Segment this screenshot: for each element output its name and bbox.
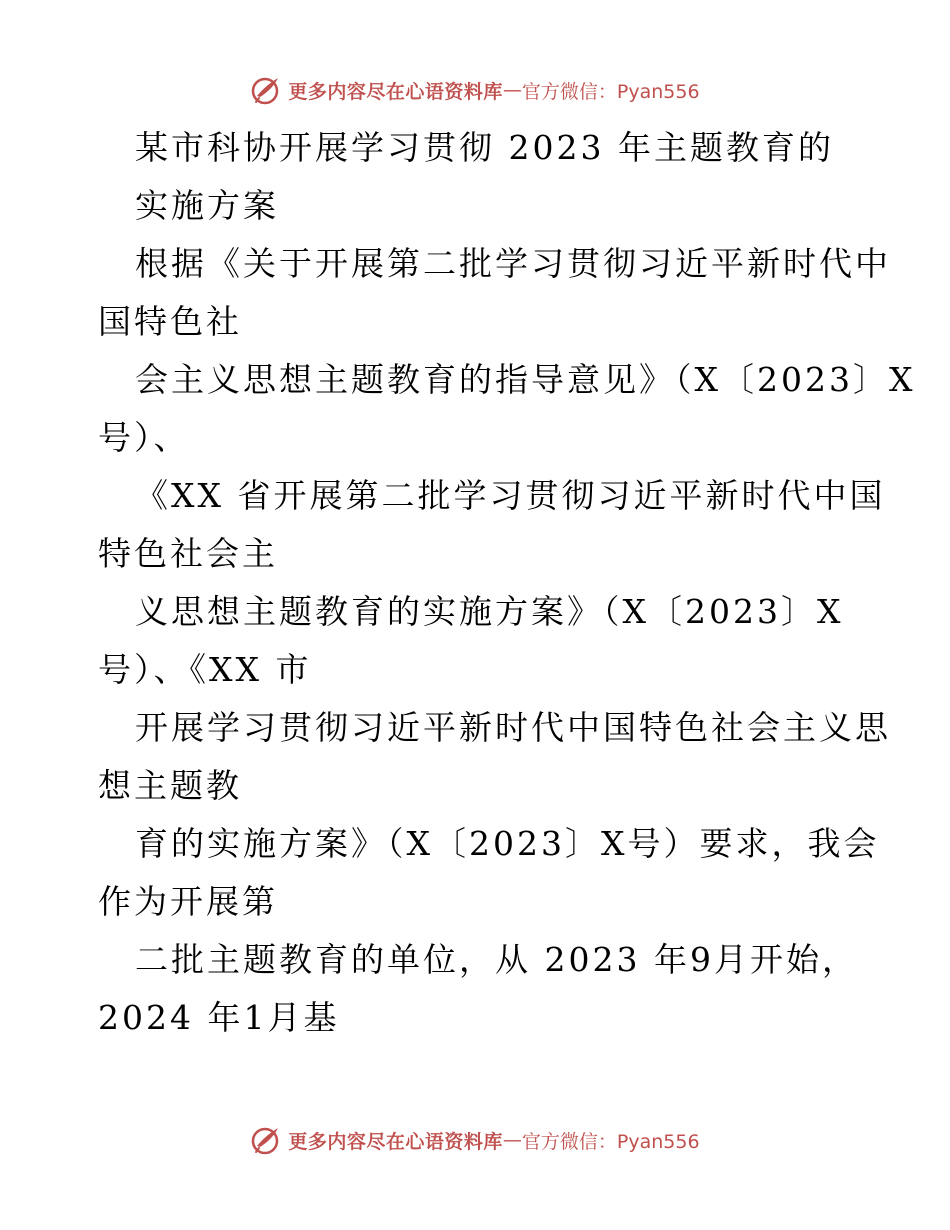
- paragraph-line: 号）、《XX 市: [98, 650, 312, 689]
- paragraph-line: 根据《关于开展第二批学习贯彻习近平新时代中: [135, 244, 891, 283]
- quill-pen-circle-icon: [250, 1124, 282, 1156]
- paragraph-line: 2024 年1月基: [98, 998, 340, 1037]
- title-line-1: 某市科协开展学习贯彻 2023 年主题教育的: [135, 128, 834, 167]
- quill-pen-circle-icon: [250, 74, 282, 106]
- footer-banner-dash: —: [502, 1129, 522, 1151]
- footer-banner-title: 更多内容尽在心语资料库: [288, 1130, 503, 1153]
- paragraph-line: 义思想主题教育的实施方案》（X〔2023〕X: [135, 592, 844, 631]
- paragraph-line: 育的实施方案》（X〔2023〕X号）要求，我会: [135, 824, 880, 863]
- paragraph-line: 《XX 省开展第二批学习贯彻习近平新时代中国: [135, 476, 886, 515]
- paragraph-line: 号）、: [98, 418, 190, 457]
- header-banner: [0, 70, 950, 110]
- paragraph-line: 国特色社: [98, 302, 242, 341]
- paragraph-line: 特色社会主: [98, 534, 278, 573]
- header-banner-dash: —: [502, 79, 522, 101]
- paragraph-line: 二批主题教育的单位，从 2023 年9月开始，: [135, 940, 858, 979]
- paragraph-line: 想主题教: [98, 766, 242, 805]
- title-line-2: 实施方案: [135, 186, 279, 225]
- paragraph-line: 作为开展第: [98, 882, 278, 921]
- paragraph-line: 开展学习贯彻习近平新时代中国特色社会主义思: [135, 708, 891, 747]
- header-banner-wechat: 官方微信：Pyan556: [521, 80, 700, 103]
- header-banner-title: 更多内容尽在心语资料库: [288, 80, 503, 103]
- footer-banner: [0, 1120, 950, 1160]
- footer-banner-wechat: 官方微信：Pyan556: [521, 1130, 700, 1153]
- paragraph-line: 会主义思想主题教育的指导意见》（X〔2023〕X: [135, 360, 916, 399]
